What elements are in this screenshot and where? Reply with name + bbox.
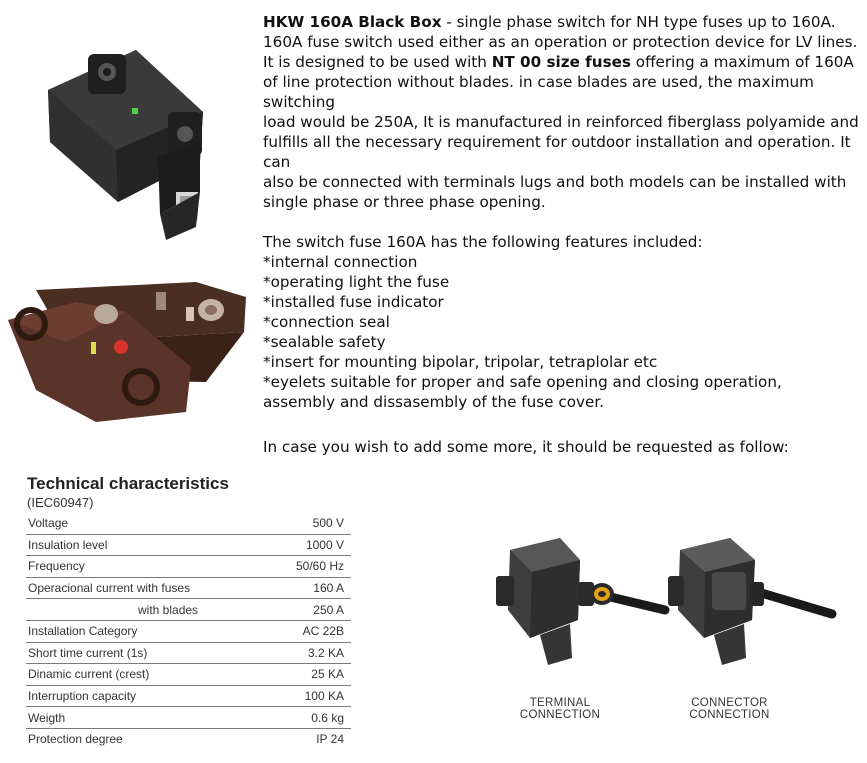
terminal-connection-photo (490, 530, 670, 670)
description-line: 160A fuse switch used either as an operation or protection device for LV lines. (263, 33, 858, 51)
tech-standard: (IEC60947) (27, 495, 94, 510)
feature-item: *insert for mounting bipolar, tripolar, tetraplolar etc (263, 353, 658, 371)
description-line: also be connected with terminals lugs and both models can be installed with (263, 173, 847, 191)
connector-connection-photo (660, 530, 840, 670)
feature-item: *connection seal (263, 313, 390, 331)
feature-item: assembly and dissasembly of the fuse cover. (263, 393, 604, 411)
row-label: Frequency (26, 556, 271, 578)
row-value: 25 KA (271, 664, 351, 686)
table-row (26, 685, 351, 707)
feature-item: *eyelets suitable for proper and safe opening and closing operation, (263, 373, 782, 391)
product-description (263, 12, 863, 412)
row-value: 0.6 kg (271, 707, 351, 729)
row-value: 250 A (271, 599, 351, 621)
description-line: It is designed to be used with NT 00 size fuses offering a maximum of 160A (263, 53, 854, 71)
row-value: 1000 V (271, 534, 351, 556)
fuse-size-highlight: NT 00 size fuses (491, 53, 631, 71)
row-label: Short time current (1s) (26, 642, 271, 664)
row-label: Interruption capacity (26, 685, 271, 707)
feature-item: *operating light the fuse (263, 273, 450, 291)
table-row (26, 599, 351, 621)
table-row (26, 513, 351, 534)
table-row (26, 534, 351, 556)
row-label: Voltage (26, 513, 271, 534)
open-fuse-box-photo (6, 272, 251, 427)
table-row (26, 556, 351, 578)
row-label: Installation Category (26, 620, 271, 642)
description-line: of line protection without blades. in case blades are used, the maximum switching (263, 73, 814, 111)
feature-item: *internal connection (263, 253, 418, 271)
table-row (26, 620, 351, 642)
features-heading: The switch fuse 160A has the following features included: (263, 233, 703, 251)
row-value: 160 A (271, 577, 351, 599)
tech-title: Technical characteristics (27, 474, 229, 493)
terminal-connection-caption: TERMINAL CONNECTION (519, 697, 601, 721)
row-label: Weigth (26, 707, 271, 729)
feature-item: *installed fuse indicator (263, 293, 444, 311)
closed-fuse-box-photo (28, 42, 238, 247)
description-line: fulfills all the necessary requirement for outdoor installation and operation. It can (263, 133, 851, 171)
table-row (26, 664, 351, 686)
description-line: single phase or three phase opening. (263, 193, 546, 211)
description-line: HKW 160A Black Box - single phase switch for NH type fuses up to 160A. (263, 13, 836, 31)
tech-table (26, 513, 351, 750)
row-value: 500 V (271, 513, 351, 534)
table-row (26, 707, 351, 729)
row-value: IP 24 (316, 732, 344, 747)
row-label: Operacional current with fuses (26, 577, 271, 599)
table-row (26, 577, 351, 599)
row-label: with blades (26, 599, 271, 621)
row-label: Dinamic current (crest) (26, 664, 271, 686)
request-note: In case you wish to add some more, it should be requested as follow: (263, 438, 789, 456)
row-value: 100 KA (271, 685, 351, 707)
row-value: 50/60 Hz (271, 556, 351, 578)
row-label: Insulation level (26, 534, 271, 556)
feature-item: *sealable safety (263, 333, 386, 351)
table-row (26, 642, 351, 664)
row-value: AC 22B (271, 620, 351, 642)
description-line: load would be 250A, It is manufactured in reinforced fiberglass polyamide and (263, 113, 859, 131)
row-value: 3.2 KA (271, 642, 351, 664)
connector-connection-caption: CONNECTOR CONNECTION (689, 697, 770, 721)
table-row (26, 728, 351, 749)
product-title: HKW 160A Black Box (263, 13, 442, 31)
row-label: Protection degree (28, 732, 123, 747)
